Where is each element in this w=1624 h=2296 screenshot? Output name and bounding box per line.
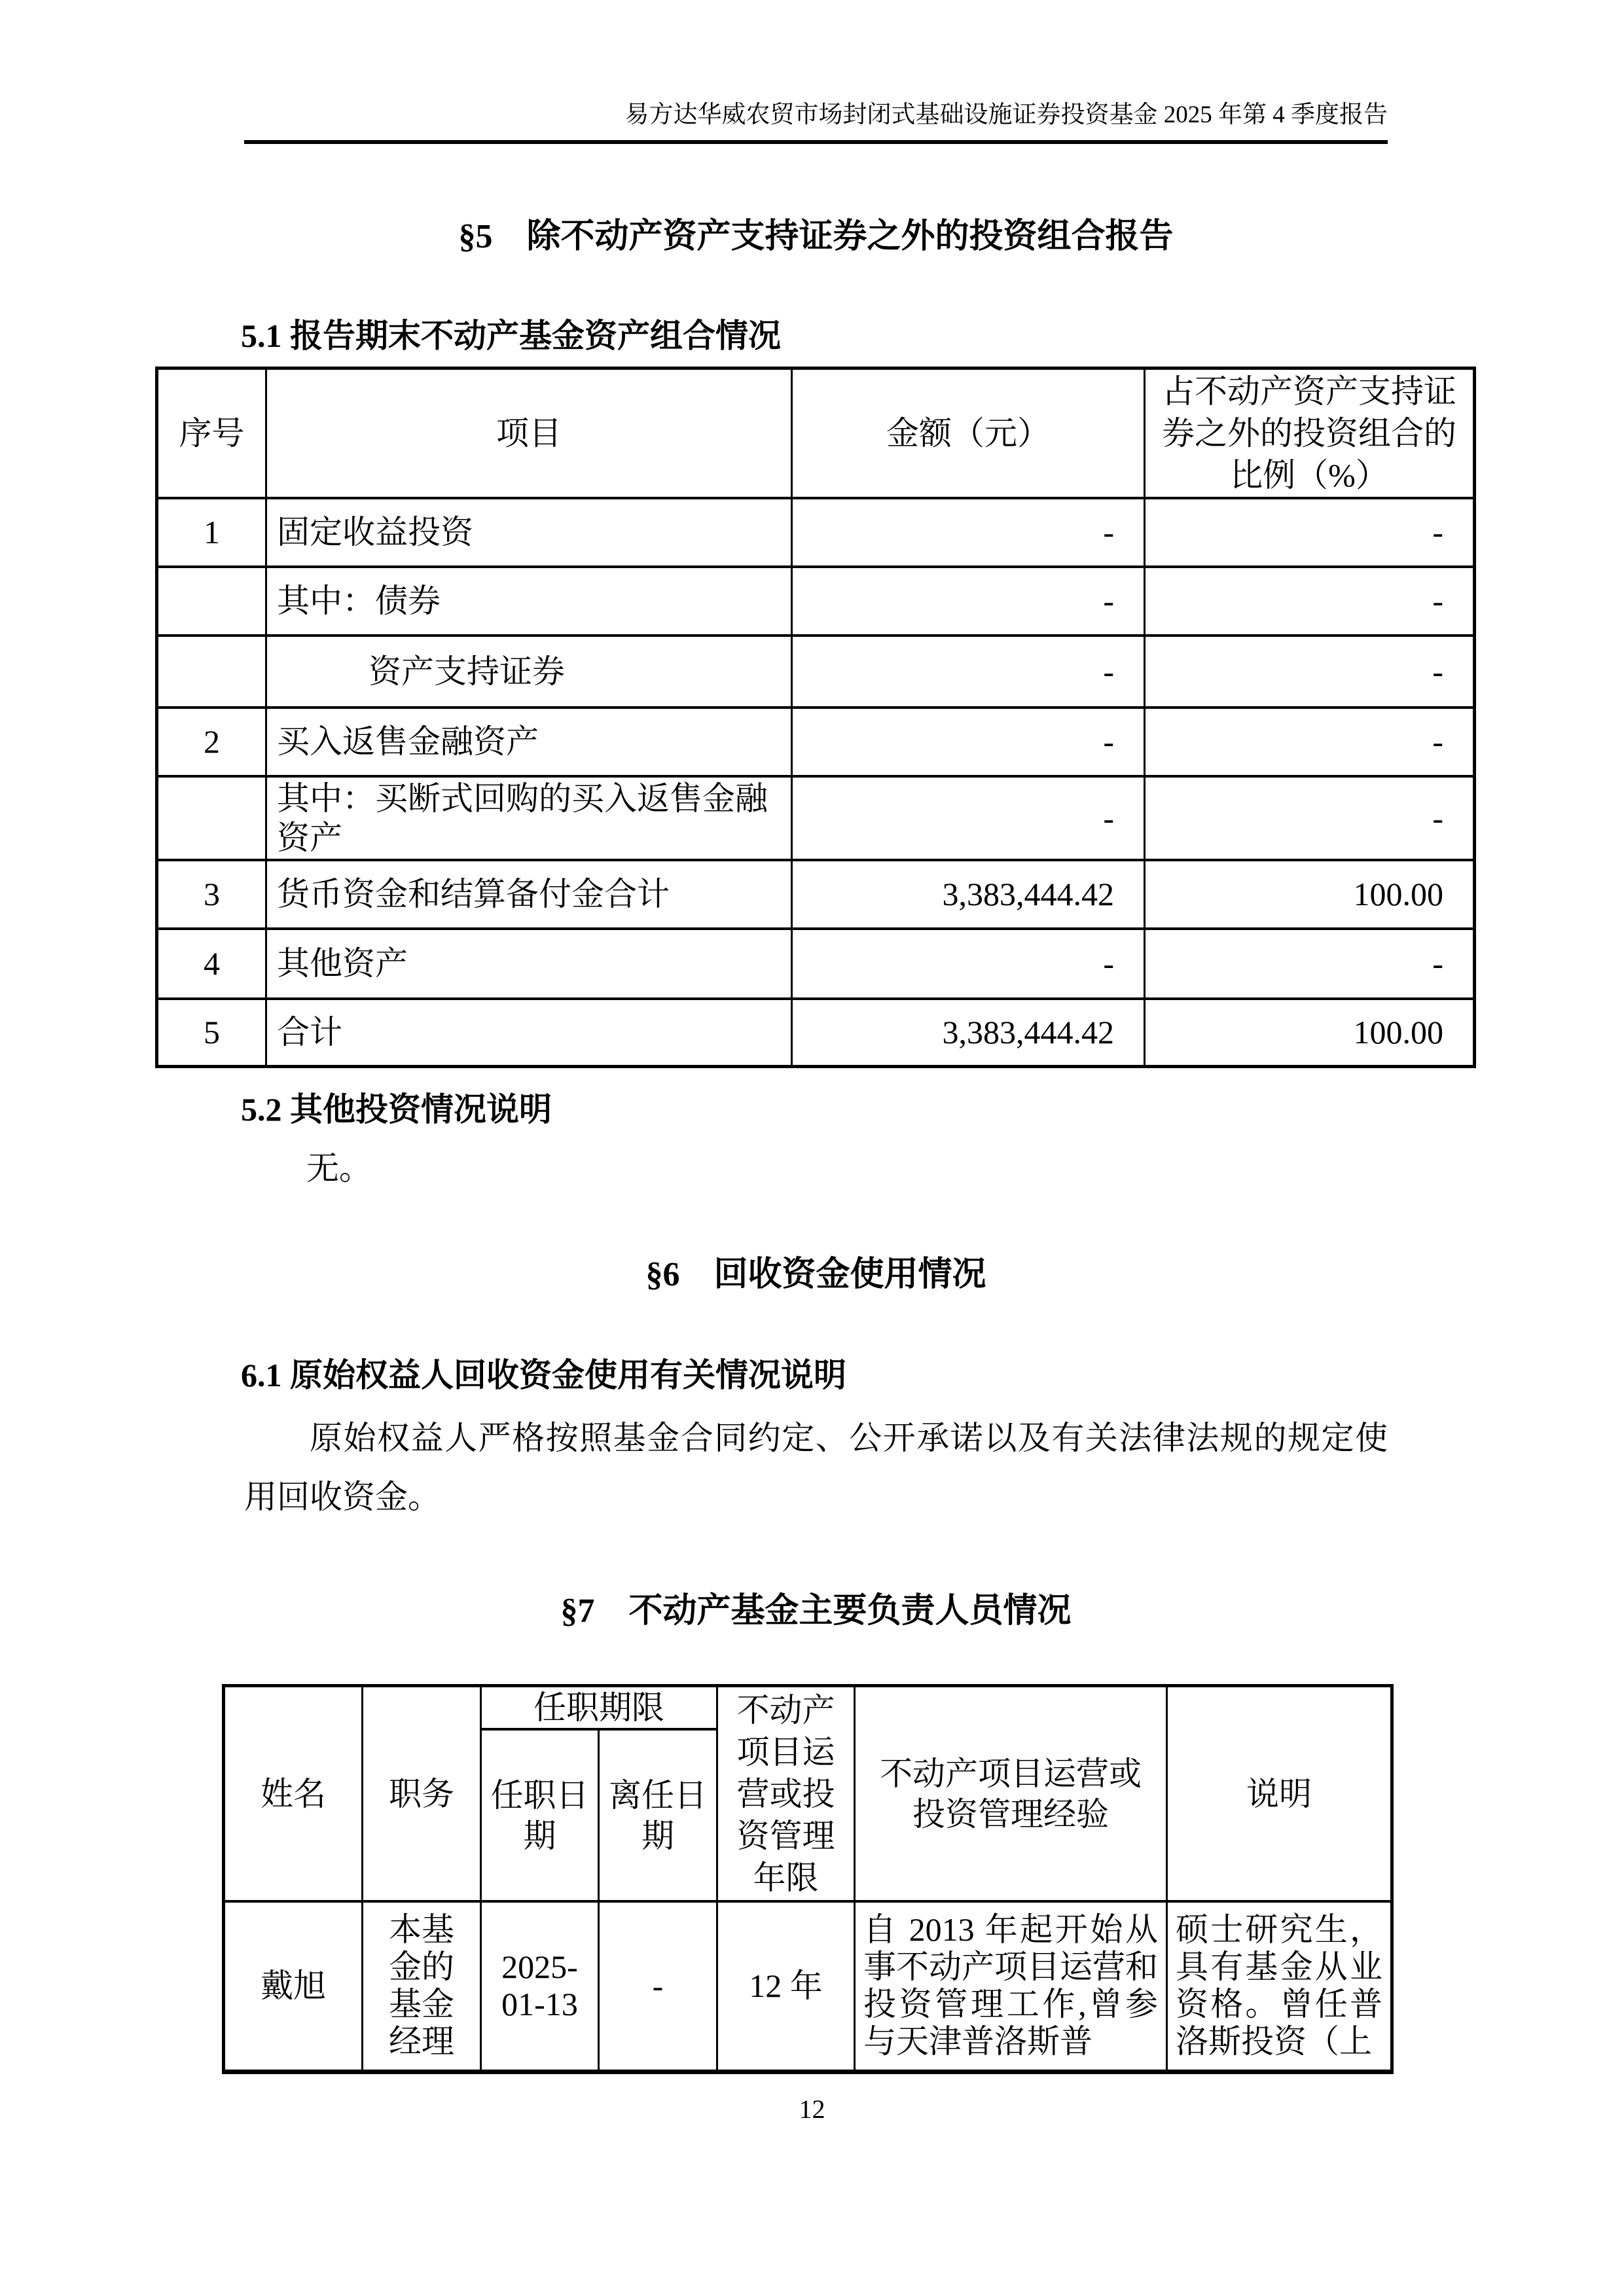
table-header-row bbox=[224, 1686, 1392, 1730]
cell-ratio: - bbox=[1145, 776, 1475, 860]
cell-amount: - bbox=[792, 498, 1145, 567]
cell-ratio: - bbox=[1145, 636, 1475, 708]
table-row bbox=[157, 860, 1475, 929]
cell-serial: 4 bbox=[157, 929, 266, 999]
col-header-amount: 金额（元） bbox=[792, 368, 1145, 498]
subsection-5-2-content: 无。 bbox=[306, 1150, 372, 1187]
cell-item: 买入返售金融资产 bbox=[266, 708, 792, 776]
asset-portfolio-table bbox=[155, 367, 1476, 1068]
table-row bbox=[157, 498, 1475, 567]
cell-ratio: - bbox=[1145, 567, 1475, 636]
subsection-5-2-title: 5.2 其他投资情况说明 bbox=[241, 1091, 552, 1128]
cell-amount: - bbox=[792, 708, 1145, 776]
cell-ratio: - bbox=[1145, 929, 1475, 999]
cell-serial bbox=[157, 567, 266, 636]
cell-item: 其中：买断式回购的买入返售金融资产 bbox=[266, 776, 792, 860]
cell-serial: 5 bbox=[157, 999, 266, 1067]
running-header-title: 易方达华威农贸市场封闭式基础设施证券投资基金 2025 年第 4 季度报告 bbox=[624, 101, 1388, 128]
header-note: 说明 bbox=[1167, 1686, 1392, 1902]
col-header-ratio: 占不动产资产支持证券之外的投资组合的比例（%） bbox=[1145, 368, 1475, 498]
cell-amount: - bbox=[792, 567, 1145, 636]
table-row bbox=[224, 1901, 1392, 2072]
subsection-6-1-paragraph: 原始权益人严格按照基金合同约定、公开承诺以及有关法律法规的规定使用回收资金。 bbox=[244, 1420, 1388, 1515]
cell-serial bbox=[157, 636, 266, 708]
col-header-item: 项目 bbox=[266, 368, 792, 498]
cell-serial: 2 bbox=[157, 708, 266, 776]
cell-position: 本基金的基金经理 bbox=[363, 1901, 481, 2072]
cell-experience: 自 2013 年起开始从事不动产项目运营和投资管理工作,曾参与天津普洛斯普 bbox=[855, 1901, 1167, 2072]
cell-end-date: - bbox=[599, 1901, 717, 2072]
cell-amount: - bbox=[792, 776, 1145, 860]
table-row bbox=[157, 708, 1475, 776]
page-number: 12 bbox=[799, 2094, 825, 2124]
cell-amount: - bbox=[792, 929, 1145, 999]
section-6-title: §6 回收资金使用情况 bbox=[645, 1256, 986, 1293]
running-header bbox=[244, 99, 1388, 144]
cell-ratio: - bbox=[1145, 708, 1475, 776]
cell-amount: 3,383,444.42 bbox=[792, 999, 1145, 1067]
header-position: 职务 bbox=[363, 1686, 481, 1902]
cell-item: 合计 bbox=[266, 999, 792, 1067]
cell-serial: 3 bbox=[157, 860, 266, 929]
header-name: 姓名 bbox=[224, 1686, 363, 1902]
subsection-5-1-title: 5.1 报告期末不动产基金资产组合情况 bbox=[241, 317, 781, 354]
cell-item: 资产支持证券 bbox=[266, 636, 792, 708]
cell-ratio: - bbox=[1145, 498, 1475, 567]
cell-item: 其他资产 bbox=[266, 929, 792, 999]
table-row bbox=[157, 999, 1475, 1067]
subsection-6-1-title: 6.1 原始权益人回收资金使用有关情况说明 bbox=[241, 1357, 846, 1393]
cell-item: 货币资金和结算备付金合计 bbox=[266, 860, 792, 929]
cell-years: 12 年 bbox=[717, 1901, 855, 2072]
cell-note: 硕士研究生，具有基金从业资格。曾任普洛斯投资（上 bbox=[1167, 1901, 1392, 2072]
col-header-serial: 序号 bbox=[157, 368, 266, 498]
cell-ratio: 100.00 bbox=[1145, 860, 1475, 929]
header-years: 不动产项目运营或投资管理年限 bbox=[717, 1686, 855, 1902]
cell-item: 固定收益投资 bbox=[266, 498, 792, 567]
cell-amount: 3,383,444.42 bbox=[792, 860, 1145, 929]
table-row bbox=[157, 636, 1475, 708]
header-end-date: 离任日期 bbox=[599, 1729, 717, 1901]
table-row bbox=[157, 567, 1475, 636]
table-header-row bbox=[157, 368, 1475, 498]
cell-name: 戴旭 bbox=[224, 1901, 363, 2072]
section-5-title: §5 除不动产资产支持证券之外的投资组合报告 bbox=[458, 218, 1174, 255]
cell-amount: - bbox=[792, 636, 1145, 708]
cell-start-date: 2025-01-13 bbox=[481, 1901, 599, 2072]
header-tenure: 任职期限 bbox=[481, 1686, 717, 1730]
personnel-table bbox=[222, 1684, 1394, 2074]
table-row bbox=[157, 929, 1475, 999]
header-experience: 不动产项目运营或投资管理经验 bbox=[855, 1686, 1167, 1902]
table-row bbox=[157, 776, 1475, 860]
cell-ratio: 100.00 bbox=[1145, 999, 1475, 1067]
cell-serial bbox=[157, 776, 266, 860]
cell-serial: 1 bbox=[157, 498, 266, 567]
section-7-title: §7 不动产基金主要负责人员情况 bbox=[560, 1592, 1072, 1630]
header-start-date: 任职日期 bbox=[481, 1729, 599, 1901]
cell-item: 其中：债券 bbox=[266, 567, 792, 636]
